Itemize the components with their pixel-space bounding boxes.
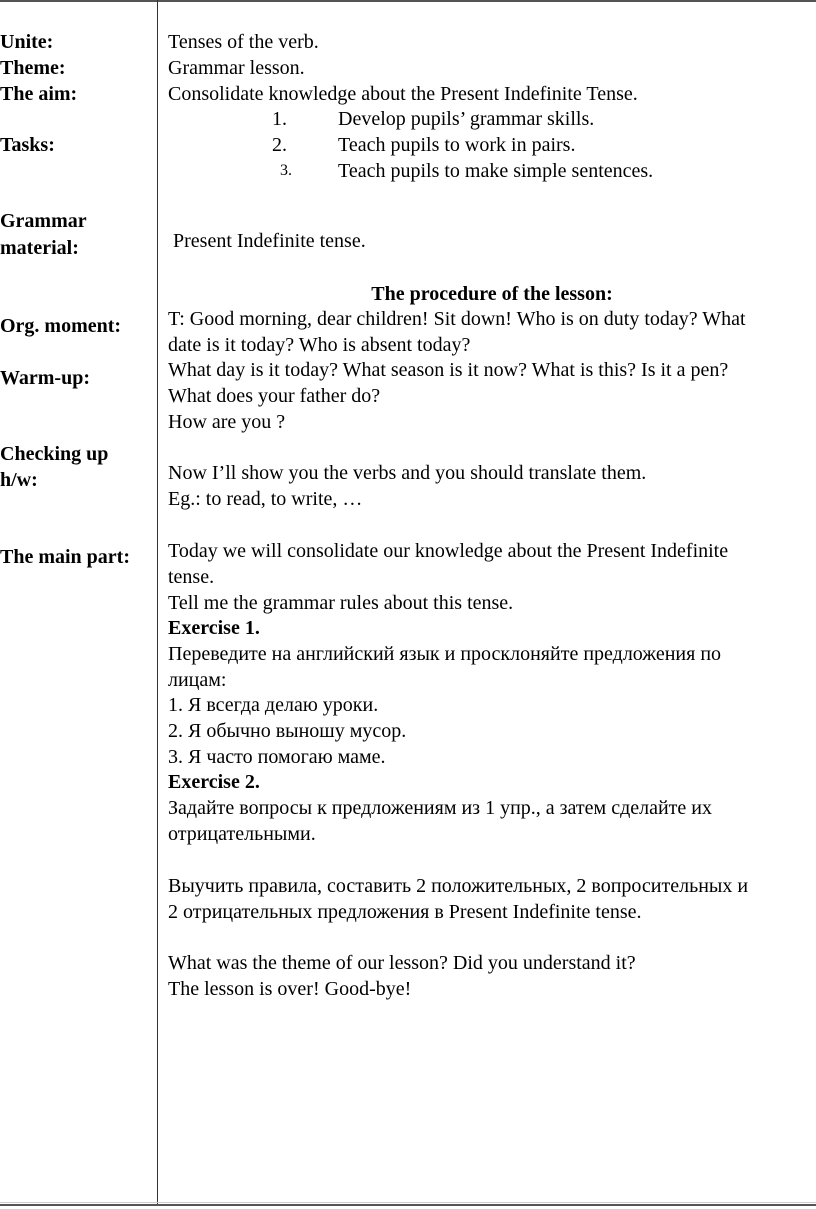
checking-line: Eg.: to read, to write, …: [168, 488, 363, 510]
label-grammar-material-1: Grammar: [0, 210, 87, 232]
exercise-2-instruction: отрицательными.: [168, 823, 316, 845]
exercise-1-item: 1. Я всегда делаю уроки.: [168, 694, 379, 716]
grammar-material-value: Present Indefinite tense.: [173, 230, 366, 252]
label-theme: Theme:: [0, 57, 66, 79]
checking-line: Now I’ll show you the verbs and you should translate them.: [168, 462, 647, 484]
org-moment-line: date is it today? Who is absent today?: [168, 334, 471, 356]
label-warm-up: Warm-up:: [0, 367, 90, 389]
main-part-line: tense.: [168, 566, 215, 588]
warm-up-line: How are you ?: [168, 411, 286, 433]
task-item: Teach pupils to work in pairs.: [338, 134, 576, 156]
main-part-line: Tell me the grammar rules about this tense.: [168, 592, 514, 614]
procedure-title: The procedure of the lesson:: [371, 283, 613, 305]
task-item: Teach pupils to make simple sentences.: [338, 160, 654, 182]
task-item: Develop pupils’ grammar skills.: [338, 108, 595, 130]
conclusion-line: What was the theme of our lesson? Did you understand it?: [168, 952, 636, 974]
table-bottom-border: [0, 1204, 816, 1206]
label-org-moment: Org. moment:: [0, 315, 122, 337]
label-checking-up-2: h/w:: [0, 469, 38, 491]
label-grammar-material-2: material:: [0, 237, 79, 259]
task-number: 3.: [280, 162, 292, 179]
exercise-2-instruction: Задайте вопросы к предложениям из 1 упр., а затем сделайте их: [168, 797, 713, 819]
exercise-1-title: Exercise 1.: [168, 617, 260, 639]
label-tasks: Tasks:: [0, 134, 55, 156]
homework-line: Выучить правила, составить 2 положительных, 2 вопросительных и: [168, 875, 749, 897]
warm-up-line: What day is it today? What season is it now? What is this? Is it a pen?: [168, 359, 729, 381]
table-bottom-border-inner: [0, 1202, 816, 1203]
label-aim: The aim:: [0, 83, 78, 105]
column-divider: [157, 0, 158, 1206]
exercise-1-item: 3. Я часто помогаю маме.: [168, 746, 386, 768]
exercise-1-instruction: Переведите на английский язык и просклоняйте предложения по: [168, 643, 722, 665]
org-moment-line: T: Good morning, dear children! Sit down! Who is on duty today? What: [168, 308, 746, 330]
task-number: 2.: [272, 134, 287, 156]
table-top-border: [0, 0, 816, 2]
main-part-line: Today we will consolidate our knowledge about the Present Indefinite: [168, 540, 729, 562]
label-unite: Unite:: [0, 31, 54, 53]
unite-value: Tenses of the verb.: [168, 31, 319, 53]
exercise-1-item: 2. Я обычно выношу мусор.: [168, 720, 407, 742]
theme-value: Grammar lesson.: [168, 57, 305, 79]
exercise-2-title: Exercise 2.: [168, 771, 260, 793]
conclusion-line: The lesson is over! Good-bye!: [168, 978, 412, 1000]
aim-value: Consolidate knowledge about the Present Indefinite Tense.: [168, 83, 638, 105]
exercise-1-instruction: лицам:: [168, 669, 227, 691]
task-number: 1.: [272, 108, 287, 130]
warm-up-line: What does your father do?: [168, 385, 381, 407]
homework-line: 2 отрицательных предложения в Present Indefinite tense.: [168, 901, 642, 923]
label-checking-up-1: Checking up: [0, 443, 109, 465]
label-main-part: The main part:: [0, 546, 130, 568]
